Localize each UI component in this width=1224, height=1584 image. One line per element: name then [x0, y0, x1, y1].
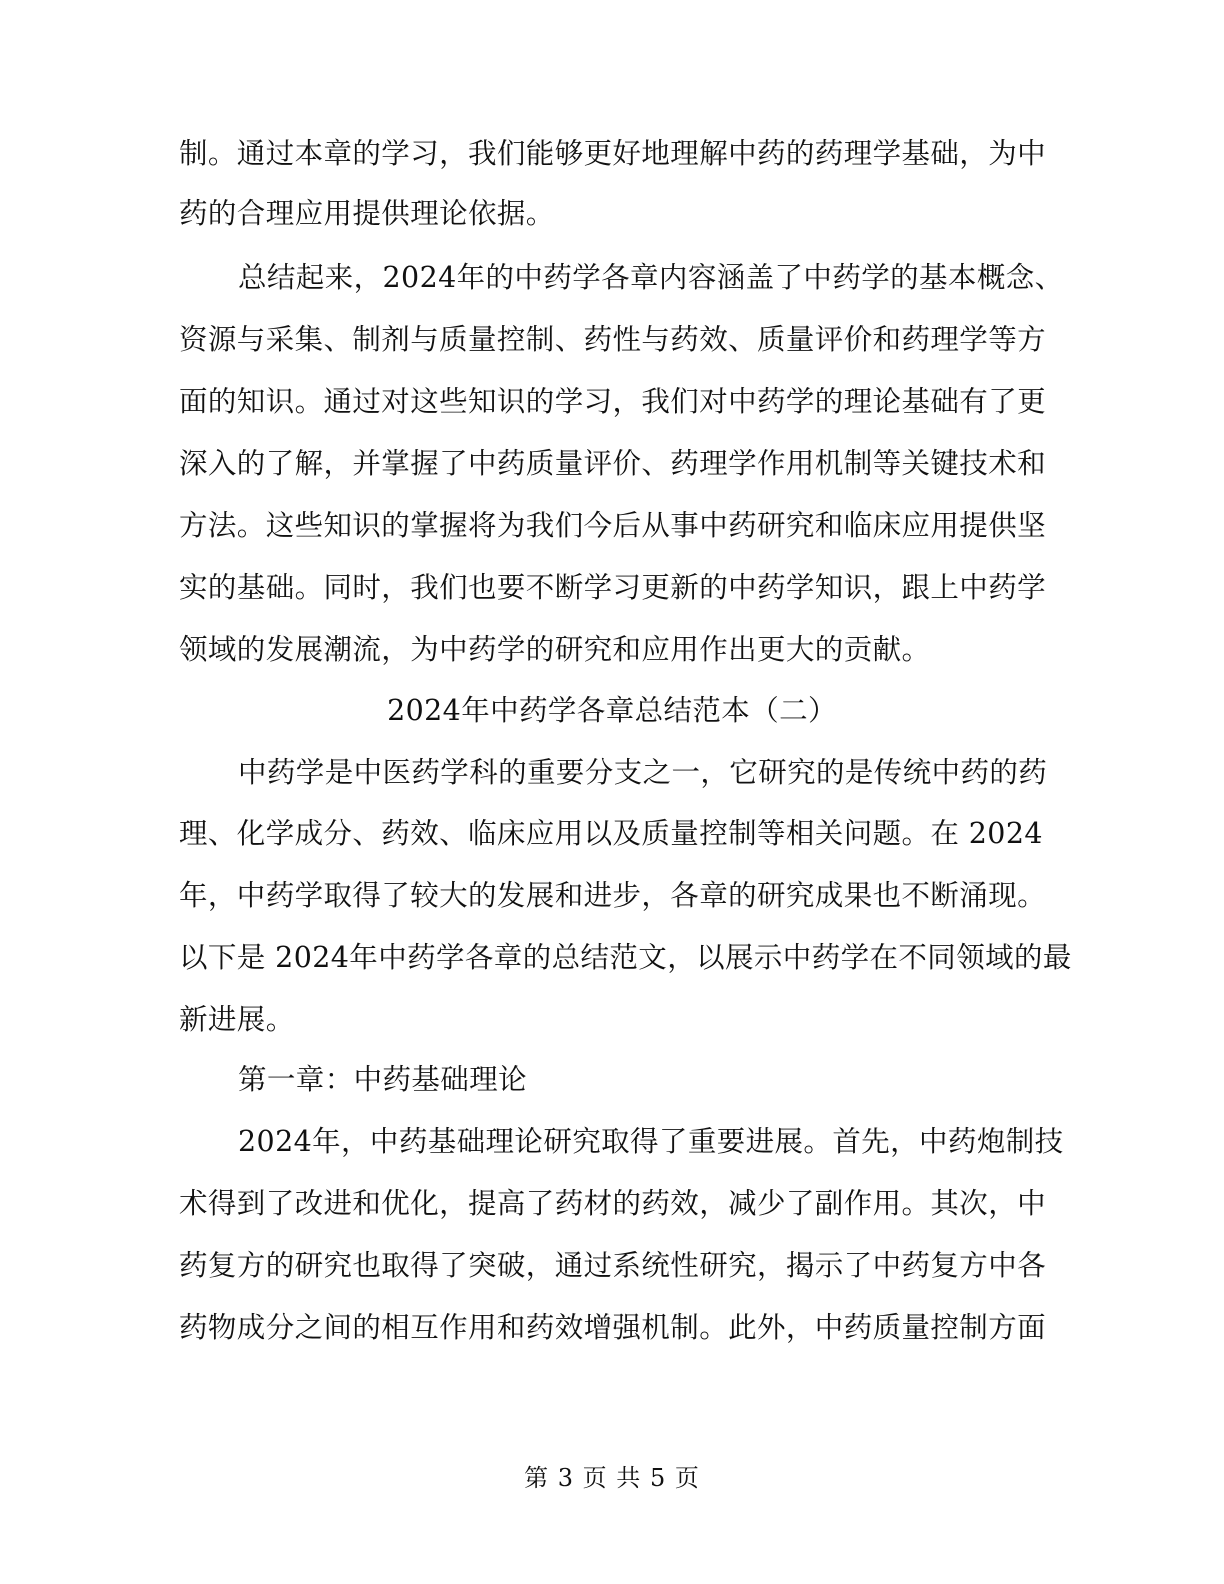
page-number-footer: 第 3 页 共 5 页: [524, 1464, 700, 1492]
body-text-line: 面的知识。通过对这些知识的学习，我们对中药学的理论基础有了更: [179, 385, 1047, 418]
section-title: 2024年中药学各章总结范本（二）: [387, 694, 837, 727]
paragraph-start-line: 总结起来，2024年的中药学各章内容涵盖了中药学的基本概念、: [238, 261, 1064, 294]
body-text-line: 药复方的研究也取得了突破，通过系统性研究，揭示了中药复方中各: [179, 1249, 1047, 1282]
body-text-line: 制。通过本章的学习，我们能够更好地理解中药的药理学基础，为中: [179, 137, 1047, 170]
body-text-line: 实的基础。同时，我们也要不断学习更新的中药学知识，跟上中药学: [179, 571, 1047, 604]
body-text-line: 深入的了解，并掌握了中药质量评价、药理学作用机制等关键技术和: [179, 447, 1047, 480]
paragraph-start-line: 中药学是中医药学科的重要分支之一，它研究的是传统中药的药: [238, 756, 1048, 789]
body-text-line: 以下是 2024年中药学各章的总结范文，以展示中药学在不同领域的最: [179, 941, 1072, 974]
body-text-line: 药物成分之间的相互作用和药效增强机制。此外，中药质量控制方面: [179, 1311, 1047, 1344]
body-text-line: 新进展。: [179, 1003, 295, 1036]
chapter-heading: 第一章：中药基础理论: [238, 1063, 528, 1096]
body-text-line: 药的合理应用提供理论依据。: [179, 197, 555, 230]
body-text-line: 理、化学成分、药效、临床应用以及质量控制等相关问题。在 2024: [179, 817, 1043, 850]
paragraph-start-line: 2024年，中药基础理论研究取得了重要进展。首先，中药炮制技: [238, 1125, 1064, 1158]
body-text-line: 方法。这些知识的掌握将为我们今后从事中药研究和临床应用提供坚: [179, 509, 1047, 542]
body-text-line: 领域的发展潮流，为中药学的研究和应用作出更大的贡献。: [179, 633, 931, 666]
body-text-line: 术得到了改进和优化，提高了药材的药效，减少了副作用。其次，中: [179, 1187, 1047, 1220]
body-text-line: 年，中药学取得了较大的发展和进步，各章的研究成果也不断涌现。: [179, 879, 1047, 912]
body-text-line: 资源与采集、制剂与质量控制、药性与药效、质量评价和药理学等方: [179, 323, 1047, 356]
